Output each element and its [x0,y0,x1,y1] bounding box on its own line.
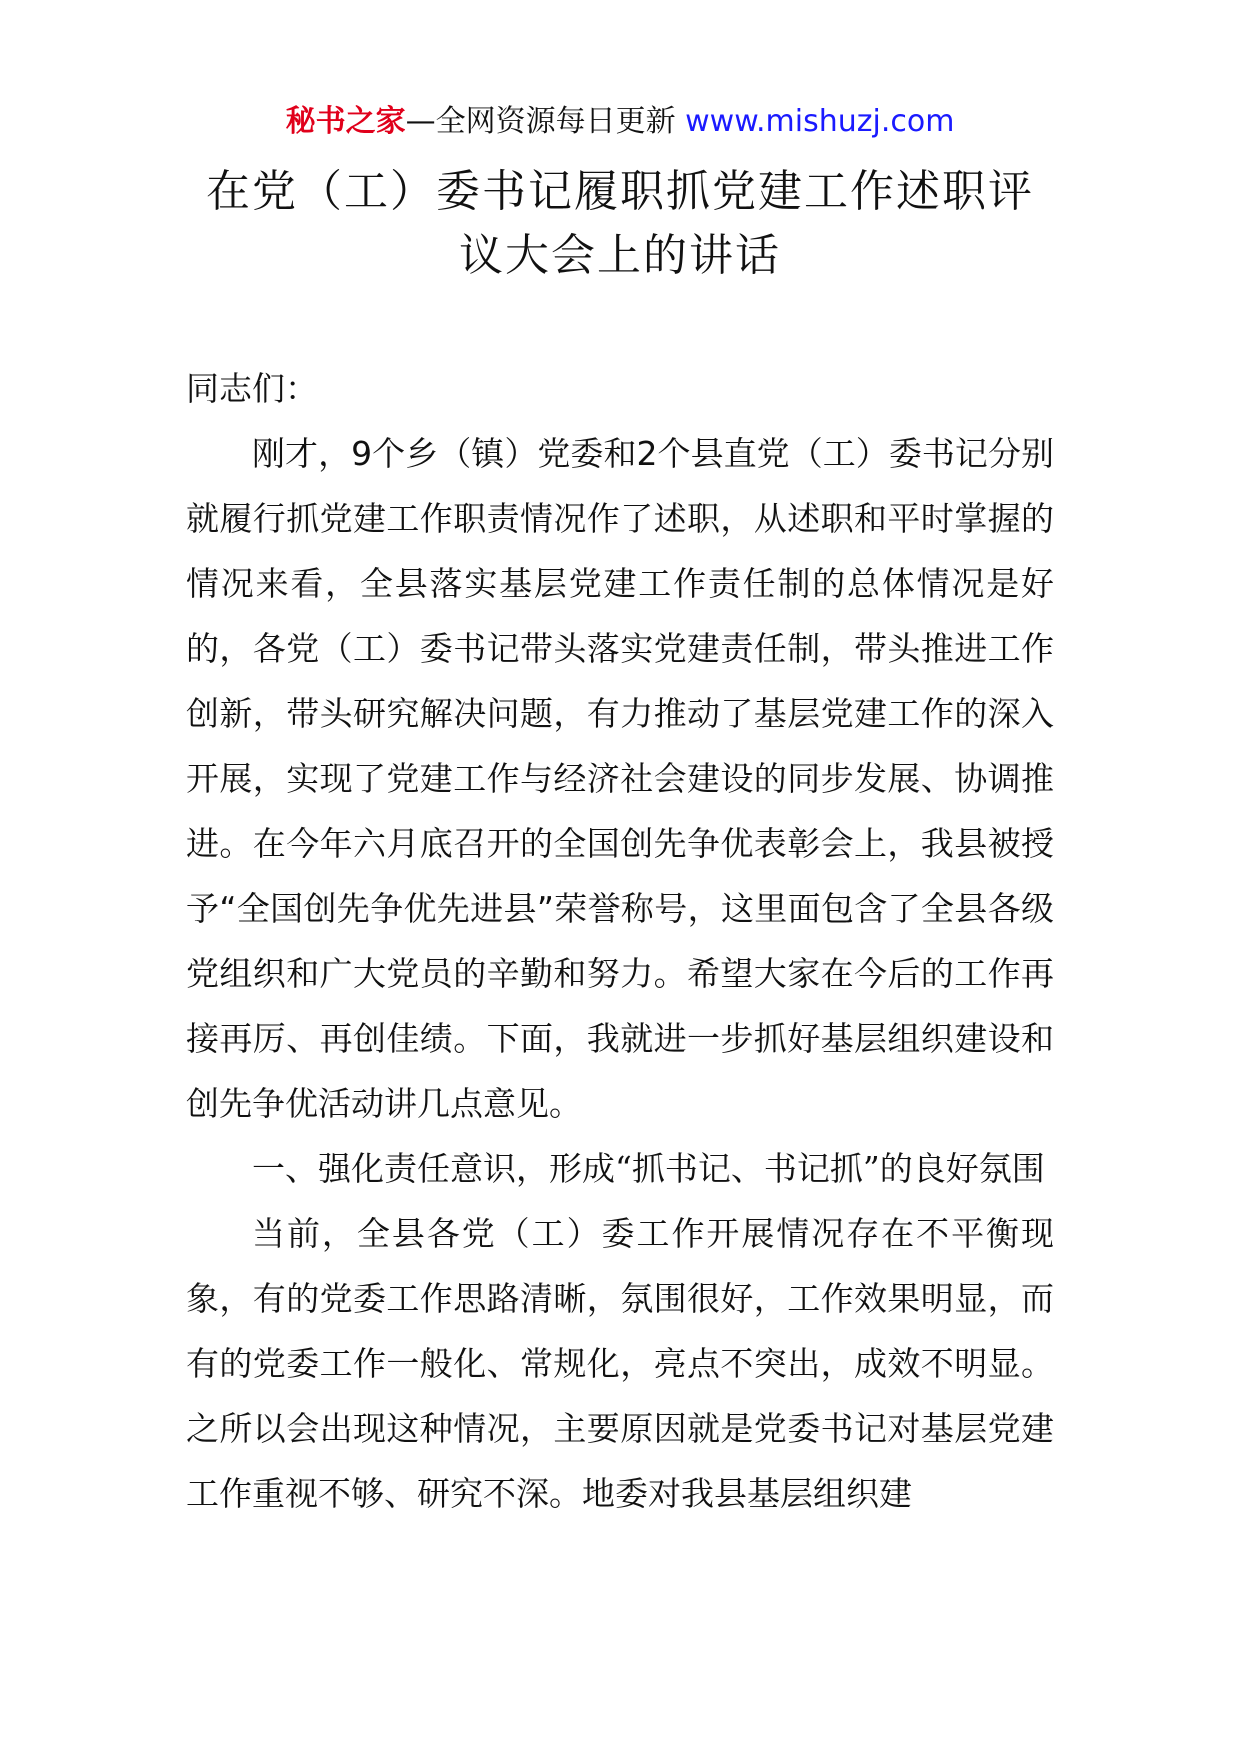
section-paragraph-1: 当前，全县各党（工）委工作开展情况存在不平衡现象，有的党委工作思路清晰，氛围很好，工作效果明显，而有的党委工作一般化、常规化，亮点不突出，成效不明显。之所以会出现这种情况，主要原因就是党委书记对基层党建工作重视不够、研究不深。地委对我县基层组织建 [186,1214,1054,1513]
document-title: 在党（工）委书记履职抓党建工作述职评议大会上的讲话 [206,166,1034,281]
brand-name: 秘书之家 [285,104,406,139]
section-heading-1: 一、强化责任意识，形成“抓书记、书记抓”的良好氛围 [252,1149,1045,1188]
site-url-link[interactable]: www.mishuzj.com [685,104,955,139]
salutation: 同志们： [186,369,318,408]
watermark-banner [0,100,1240,144]
banner-tagline: —全网资源每日更新 [405,104,676,139]
document-body [186,356,1054,1526]
body-paragraph-1: 刚才，9个乡（镇）党委和2个县直党（工）委书记分别就履行抓党建工作职责情况作了述职，从述职和平时掌握的情况来看，全县落实基层党建工作责任制的总体情况是好的，各党（工）委书记带头落实党建责任制，带头推进工作创新，带头研究解决问题，有力推动了基层党建工作的深入开展，实现了党建工作与经济社会建设的同步发展、协调推进。在今年六月底召开的全国创先争优表彰会上，我县被授予“全国创先争优先进县”荣誉称号，这里面包含了全县各级党组织和广大党员的辛勤和努力。希望大家在今后的工作再接再厉、再创佳绩。下面，我就进一步抓好基层组织建设和创先争优活动讲几点意见。 [186,434,1054,1123]
